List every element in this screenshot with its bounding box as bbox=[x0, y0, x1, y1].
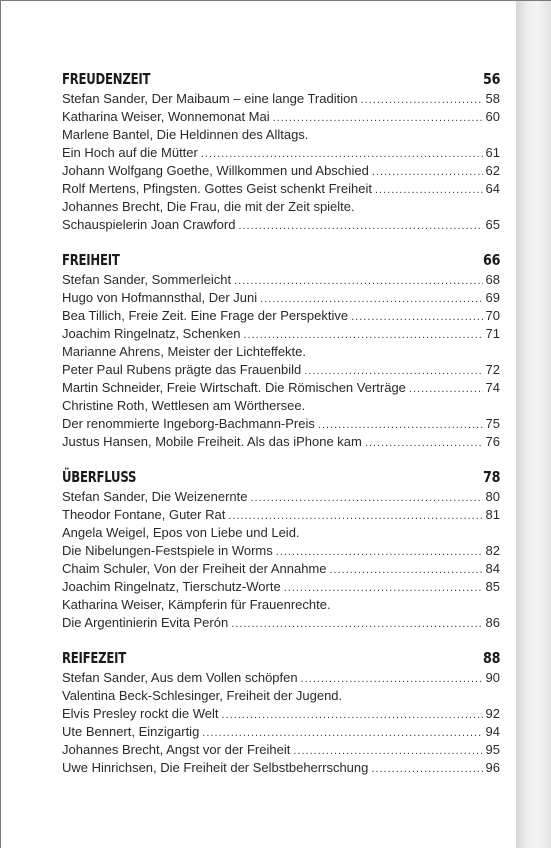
toc-entry bbox=[62, 560, 500, 578]
entry-page-number: 84 bbox=[485, 561, 500, 576]
dot-leader bbox=[244, 326, 483, 344]
entry-row bbox=[62, 669, 500, 687]
entry-title: Stefan Sander, Die Weizenernte bbox=[62, 489, 248, 504]
dot-leader bbox=[228, 507, 482, 525]
dot-leader bbox=[293, 742, 482, 760]
entry-row bbox=[62, 144, 500, 162]
entry-page-number: 75 bbox=[485, 416, 500, 431]
entry-page-number: 96 bbox=[485, 760, 500, 775]
entry-title: Theodor Fontane, Guter Rat bbox=[62, 507, 226, 522]
dot-leader bbox=[238, 217, 482, 235]
entry-row bbox=[62, 741, 500, 759]
section-heading bbox=[62, 249, 500, 269]
entry-title: Peter Paul Rubens prägte das Frauenbild bbox=[62, 362, 302, 377]
entry-page-number: 65 bbox=[485, 217, 500, 232]
toc-entry bbox=[62, 669, 500, 687]
section-heading bbox=[62, 68, 500, 88]
toc-entry bbox=[62, 379, 500, 397]
section-heading bbox=[62, 647, 500, 667]
entry-page-number: 92 bbox=[485, 706, 500, 721]
entry-title: Stefan Sander, Sommerleicht bbox=[62, 272, 232, 287]
entry-title: Die Nibelungen-Festspiele in Worms bbox=[62, 543, 273, 558]
toc-entry bbox=[62, 596, 500, 632]
entry-row bbox=[62, 180, 500, 198]
toc-section bbox=[62, 249, 500, 451]
toc-entry bbox=[62, 162, 500, 180]
dot-leader bbox=[273, 109, 483, 127]
dot-leader bbox=[284, 579, 483, 597]
entry-title: Justus Hansen, Mobile Freiheit. Als das iPhone kam bbox=[62, 434, 362, 449]
dot-leader bbox=[231, 615, 482, 633]
entry-page-number: 62 bbox=[485, 163, 500, 178]
entry-row bbox=[62, 162, 500, 180]
toc-entry bbox=[62, 343, 500, 379]
entry-title: Joachim Ringelnatz, Schenken bbox=[62, 326, 241, 341]
page-edge-shadow bbox=[516, 1, 551, 848]
entry-title-line: Katharina Weiser, Kämpferin für Frauenrechte. bbox=[62, 597, 331, 612]
toc-entry bbox=[62, 126, 500, 162]
entry-title-line: Valentina Beck-Schlesinger, Freiheit der Jugend. bbox=[62, 688, 343, 703]
toc-entry bbox=[62, 759, 500, 777]
dot-leader bbox=[329, 561, 482, 579]
book-page bbox=[1, 1, 516, 848]
dot-leader bbox=[201, 145, 483, 163]
entry-page-number: 80 bbox=[485, 489, 500, 504]
toc-entry bbox=[62, 488, 500, 506]
entry-title: Stefan Sander, Aus dem Vollen schöpfen bbox=[62, 670, 298, 685]
entry-title: Hugo von Hofmannsthal, Der Juni bbox=[62, 290, 258, 305]
section-page-number: 88 bbox=[482, 649, 500, 667]
entry-title: Johann Wolfgang Goethe, Willkommen und Abschied bbox=[62, 163, 369, 178]
entry-page-number: 74 bbox=[485, 380, 500, 395]
toc-entry bbox=[62, 307, 500, 325]
table-of-contents bbox=[62, 68, 500, 792]
toc-entry bbox=[62, 687, 500, 723]
entry-title: Martin Schneider, Freie Wirtschaft. Die Römischen Verträge bbox=[62, 380, 406, 395]
section-title: ÜBERFLUSS bbox=[62, 468, 137, 486]
dot-leader bbox=[304, 362, 482, 380]
toc-entry bbox=[62, 506, 500, 524]
entry-page-number: 94 bbox=[485, 724, 500, 739]
entry-title: Johannes Brecht, Angst vor der Freiheit bbox=[62, 742, 291, 757]
entry-title-line: Marlene Bantel, Die Heldinnen des Alltags. bbox=[62, 127, 309, 142]
dot-leader bbox=[375, 181, 483, 199]
entry-title-line: Marianne Ahrens, Meister der Lichteffekte. bbox=[62, 344, 306, 359]
dot-leader bbox=[222, 706, 483, 724]
entry-title: Rolf Mertens, Pfingsten. Gottes Geist schenkt Freiheit bbox=[62, 181, 372, 196]
toc-entry bbox=[62, 578, 500, 596]
entry-row bbox=[62, 307, 500, 325]
entry-title: Die Argentinierin Evita Perón bbox=[62, 615, 229, 630]
entry-page-number: 82 bbox=[485, 543, 500, 558]
entry-page-number: 64 bbox=[485, 181, 500, 196]
toc-entry bbox=[62, 108, 500, 126]
entry-row bbox=[62, 614, 500, 632]
dot-leader bbox=[361, 91, 483, 109]
section-page-number: 56 bbox=[482, 70, 500, 88]
entry-title-line: Johannes Brecht, Die Frau, die mit der Zeit spielte. bbox=[62, 199, 355, 214]
toc-entry bbox=[62, 325, 500, 343]
toc-entry bbox=[62, 90, 500, 108]
entry-title: Elvis Presley rockt die Welt bbox=[62, 706, 219, 721]
toc-entry bbox=[62, 397, 500, 433]
toc-entry bbox=[62, 433, 500, 451]
section-heading bbox=[62, 466, 500, 486]
entry-page-number: 90 bbox=[485, 670, 500, 685]
toc-entry bbox=[62, 271, 500, 289]
entry-row bbox=[62, 361, 500, 379]
dot-leader bbox=[318, 416, 483, 434]
dot-leader bbox=[371, 760, 482, 778]
entry-title: Der renommierte Ingeborg-Bachmann-Preis bbox=[62, 416, 315, 431]
dot-leader bbox=[251, 489, 483, 507]
entry-row bbox=[62, 560, 500, 578]
entry-page-number: 95 bbox=[485, 742, 500, 757]
entry-row bbox=[62, 415, 500, 433]
entry-row bbox=[62, 325, 500, 343]
entry-row bbox=[62, 488, 500, 506]
dot-leader bbox=[351, 308, 482, 326]
toc-entry bbox=[62, 723, 500, 741]
entry-title: Bea Tillich, Freie Zeit. Eine Frage der Perspektive bbox=[62, 308, 349, 323]
entry-row bbox=[62, 759, 500, 777]
toc-entry bbox=[62, 524, 500, 560]
entry-row bbox=[62, 433, 500, 451]
entry-row bbox=[62, 542, 500, 560]
entry-title-line: Angela Weigel, Epos von Liebe und Leid. bbox=[62, 525, 300, 540]
toc-entry bbox=[62, 198, 500, 234]
entry-row bbox=[62, 289, 500, 307]
entry-title-line: Christine Roth, Wettlesen am Wörthersee. bbox=[62, 398, 306, 413]
entry-title: Chaim Schuler, Von der Freiheit der Annahme bbox=[62, 561, 327, 576]
dot-leader bbox=[372, 163, 483, 181]
entry-row bbox=[62, 506, 500, 524]
dot-leader bbox=[301, 670, 483, 688]
entry-title: Ein Hoch auf die Mütter bbox=[62, 145, 198, 160]
entry-page-number: 85 bbox=[485, 579, 500, 594]
entry-page-number: 58 bbox=[485, 91, 500, 106]
entry-row bbox=[62, 379, 500, 397]
toc-entry bbox=[62, 741, 500, 759]
toc-section bbox=[62, 466, 500, 632]
section-page-number: 78 bbox=[482, 468, 500, 486]
entry-row bbox=[62, 705, 500, 723]
toc-section bbox=[62, 68, 500, 234]
entry-row bbox=[62, 108, 500, 126]
toc-entry bbox=[62, 289, 500, 307]
entry-title: Uwe Hinrichsen, Die Freiheit der Selbstbeherrschung bbox=[62, 760, 369, 775]
entry-row bbox=[62, 90, 500, 108]
dot-leader bbox=[365, 434, 483, 452]
toc-section bbox=[62, 647, 500, 777]
entry-page-number: 81 bbox=[485, 507, 500, 522]
entry-title: Katharina Weiser, Wonnemonat Mai bbox=[62, 109, 270, 124]
entry-page-number: 72 bbox=[485, 362, 500, 377]
dot-leader bbox=[409, 380, 483, 398]
entry-row bbox=[62, 216, 500, 234]
entry-page-number: 61 bbox=[485, 145, 500, 160]
entry-page-number: 60 bbox=[485, 109, 500, 124]
entry-page-number: 70 bbox=[485, 308, 500, 323]
entry-title: Stefan Sander, Der Maibaum – eine lange Tradition bbox=[62, 91, 358, 106]
entry-row bbox=[62, 271, 500, 289]
section-title: REIFEZEIT bbox=[62, 649, 127, 667]
dot-leader bbox=[202, 724, 482, 742]
toc-entry bbox=[62, 180, 500, 198]
entry-title: Ute Bennert, Einzigartig bbox=[62, 724, 200, 739]
entry-row bbox=[62, 723, 500, 741]
entry-page-number: 68 bbox=[485, 272, 500, 287]
entry-title: Schauspielerin Joan Crawford bbox=[62, 217, 236, 232]
section-title: FREUDENZEIT bbox=[62, 70, 151, 88]
entry-row bbox=[62, 578, 500, 596]
entry-page-number: 86 bbox=[485, 615, 500, 630]
dot-leader bbox=[260, 290, 482, 308]
entry-title: Joachim Ringelnatz, Tierschutz-Worte bbox=[62, 579, 281, 594]
entry-page-number: 76 bbox=[485, 434, 500, 449]
entry-page-number: 69 bbox=[485, 290, 500, 305]
section-title: FREIHEIT bbox=[62, 251, 120, 269]
dot-leader bbox=[234, 272, 482, 290]
entry-page-number: 71 bbox=[485, 326, 500, 341]
dot-leader bbox=[276, 543, 483, 561]
section-page-number: 66 bbox=[482, 251, 500, 269]
